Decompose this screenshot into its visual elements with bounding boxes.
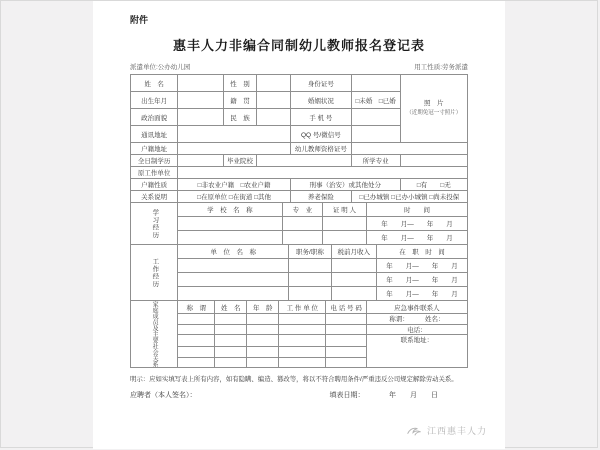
empty-cell bbox=[326, 324, 366, 335]
table-row bbox=[131, 324, 468, 335]
empty-cell bbox=[178, 231, 282, 245]
empty-cell bbox=[331, 259, 376, 273]
family-header-name: 姓 名 bbox=[215, 301, 247, 314]
table-row bbox=[131, 75, 468, 92]
label-relation-note: 关系说明 bbox=[131, 191, 178, 203]
empty-cell bbox=[331, 287, 376, 301]
empty-cell bbox=[282, 217, 322, 231]
empty-cell bbox=[289, 287, 331, 301]
empty-cell bbox=[178, 143, 291, 155]
empty-cell bbox=[178, 273, 289, 287]
meta-row bbox=[130, 62, 468, 71]
empty-cell bbox=[257, 109, 291, 126]
emergency-address: 联系地址： bbox=[366, 335, 467, 368]
table-row bbox=[131, 155, 468, 167]
company-logo bbox=[407, 424, 487, 437]
label-birth: 出生年月 bbox=[131, 92, 178, 109]
edu-header-time: 时 间 bbox=[366, 203, 467, 217]
empty-cell bbox=[178, 335, 215, 347]
basic-info-table-bottom bbox=[130, 142, 468, 203]
table-row bbox=[131, 335, 468, 347]
label-major: 所学专业 bbox=[351, 155, 400, 167]
empty-cell bbox=[257, 155, 351, 167]
bird-logo-icon bbox=[407, 425, 423, 437]
label-graduate-school: 毕业院校 bbox=[223, 155, 257, 167]
empty-cell bbox=[178, 357, 215, 368]
employment-nature: 用工性质:劳务派遣 bbox=[414, 64, 468, 71]
edu-time-cell: 年 月— 年 月 bbox=[366, 231, 467, 245]
label-household-address: 户籍地址 bbox=[131, 143, 178, 155]
empty-cell bbox=[178, 347, 215, 358]
empty-cell bbox=[279, 324, 326, 335]
label-qq-wechat: QQ 号/微信号 bbox=[291, 126, 352, 143]
family-header-phone: 电 话 号 码 bbox=[326, 301, 366, 314]
form-document bbox=[93, 1, 505, 449]
empty-cell bbox=[247, 357, 279, 368]
pension-checkboxes: □已办城镇 □已办小城镇 □尚未投保 bbox=[351, 191, 467, 203]
empty-cell bbox=[215, 314, 247, 325]
work-history-table bbox=[130, 244, 468, 301]
logo-text: 江西惠丰人力 bbox=[426, 426, 487, 436]
work-time-cell: 年 月— 年 月 bbox=[376, 273, 467, 287]
label-gender: 性 别 bbox=[223, 75, 257, 92]
label-name: 姓 名 bbox=[131, 75, 178, 92]
fill-date-label: 填表日期： 年 月 日 bbox=[329, 392, 438, 399]
empty-cell bbox=[178, 217, 282, 231]
empty-cell bbox=[331, 273, 376, 287]
table-row bbox=[131, 314, 468, 325]
empty-cell bbox=[351, 143, 467, 155]
family-header-relation: 称 谓 bbox=[178, 301, 215, 314]
edu-header-major: 专 业 bbox=[282, 203, 322, 217]
form-title: 惠丰人力非编合同制幼儿教师报名登记表 bbox=[172, 38, 425, 53]
empty-cell bbox=[215, 357, 247, 368]
relation-checkboxes: □在原单位 □在街道 □其他 bbox=[178, 191, 291, 203]
empty-cell bbox=[247, 347, 279, 358]
label-political: 政治面貌 bbox=[131, 109, 178, 126]
empty-cell bbox=[351, 126, 400, 143]
work-header-unit: 单 位 名 称 bbox=[178, 245, 289, 259]
empty-cell bbox=[215, 335, 247, 347]
table-row bbox=[131, 203, 468, 217]
punishment-checkboxes: □有 □无 bbox=[400, 179, 467, 191]
empty-cell bbox=[326, 335, 366, 347]
label-mail-address: 通讯地址 bbox=[131, 126, 178, 143]
table-row bbox=[131, 217, 468, 231]
attachment-label: 附件 bbox=[130, 15, 149, 25]
empty-cell bbox=[323, 217, 367, 231]
work-header-title: 职务/职称 bbox=[289, 245, 331, 259]
table-row bbox=[131, 273, 468, 287]
empty-cell bbox=[282, 231, 322, 245]
empty-cell bbox=[178, 324, 215, 335]
work-header-income: 税前月收入 bbox=[331, 245, 376, 259]
empty-cell bbox=[178, 109, 223, 126]
label-teacher-cert: 幼儿教师资格证号 bbox=[291, 143, 352, 155]
family-header-age: 年 龄 bbox=[247, 301, 279, 314]
edu-header-witness: 证 明 人 bbox=[323, 203, 367, 217]
empty-cell bbox=[326, 357, 366, 368]
section-education bbox=[131, 203, 178, 245]
empty-cell bbox=[326, 314, 366, 325]
empty-cell bbox=[247, 314, 279, 325]
table-row bbox=[131, 245, 468, 259]
empty-cell bbox=[178, 92, 223, 109]
empty-cell bbox=[400, 155, 467, 167]
empty-cell bbox=[279, 357, 326, 368]
table-row bbox=[131, 259, 468, 273]
table-row bbox=[131, 179, 468, 191]
dispatch-unit: 派遣单位:公办幼儿园 bbox=[130, 64, 191, 71]
applicant-signature-label: 应聘者（本人签名）： bbox=[130, 392, 197, 399]
notice-text: 明示：应如实填写表上所有内容，如有隐瞒、编造、篡改等，将以不符合聘用条件/严重违反公司规定解除劳动关系。 bbox=[130, 376, 458, 383]
label-fulltime-edu: 全日制学历 bbox=[131, 155, 178, 167]
photo-title: 照 片 bbox=[424, 99, 444, 107]
section-work-label: 工作经历 bbox=[151, 257, 159, 288]
empty-cell bbox=[326, 347, 366, 358]
empty-cell bbox=[178, 126, 291, 143]
empty-cell bbox=[215, 324, 247, 335]
edu-header-school: 学 校 名 称 bbox=[178, 203, 282, 217]
label-mobile: 手 机 号 bbox=[291, 109, 352, 126]
signature-row bbox=[130, 390, 468, 400]
section-family bbox=[131, 301, 178, 368]
photo-box bbox=[400, 75, 467, 143]
empty-cell bbox=[178, 287, 289, 301]
basic-info-table-top bbox=[130, 74, 468, 143]
empty-cell bbox=[178, 259, 289, 273]
empty-cell bbox=[178, 155, 223, 167]
empty-cell bbox=[289, 259, 331, 273]
empty-cell bbox=[247, 324, 279, 335]
table-row bbox=[131, 231, 468, 245]
label-ethnicity: 民 族 bbox=[223, 109, 257, 126]
emergency-title-name: 称谓： 姓名： bbox=[366, 314, 467, 325]
label-id-number: 身份证号 bbox=[291, 75, 352, 92]
empty-cell bbox=[279, 314, 326, 325]
edu-time-cell: 年 月— 年 月 bbox=[366, 217, 467, 231]
table-row bbox=[131, 191, 468, 203]
family-table bbox=[130, 300, 468, 368]
section-education-label: 学习经历 bbox=[151, 208, 159, 239]
section-family-label: 家庭成员及主要社会关系 bbox=[151, 301, 158, 367]
empty-cell bbox=[257, 75, 291, 92]
section-work bbox=[131, 245, 178, 301]
empty-cell bbox=[257, 92, 291, 109]
empty-cell bbox=[323, 231, 367, 245]
empty-cell bbox=[178, 167, 468, 179]
table-row bbox=[131, 287, 468, 301]
label-pension: 养老保险 bbox=[291, 191, 352, 203]
empty-cell bbox=[178, 314, 215, 325]
label-punishment: 刑事（治安）或其他处分 bbox=[291, 179, 401, 191]
empty-cell bbox=[247, 335, 279, 347]
label-native-place: 籍 贯 bbox=[223, 92, 257, 109]
marital-checkboxes: □未婚 □已婚 bbox=[351, 92, 400, 109]
family-header-employer: 工 作 单 位 bbox=[279, 301, 326, 314]
empty-cell bbox=[215, 347, 247, 358]
table-row bbox=[131, 167, 468, 179]
empty-cell bbox=[351, 75, 400, 92]
empty-cell bbox=[289, 273, 331, 287]
empty-cell bbox=[351, 109, 400, 126]
work-time-cell: 年 月— 年 月 bbox=[376, 259, 467, 273]
photo-note: （近期免冠一寸照片） bbox=[406, 110, 462, 117]
empty-cell bbox=[279, 347, 326, 358]
table-row bbox=[131, 143, 468, 155]
label-household-type: 户籍性质 bbox=[131, 179, 178, 191]
label-marital-status: 婚姻状况 bbox=[291, 92, 352, 109]
empty-cell bbox=[279, 335, 326, 347]
work-time-cell: 年 月— 年 月 bbox=[376, 287, 467, 301]
emergency-phone: 电话： bbox=[366, 324, 467, 335]
table-row bbox=[131, 301, 468, 314]
label-former-employer: 原工作单位 bbox=[131, 167, 178, 179]
work-header-time: 在 职 时 间 bbox=[376, 245, 467, 259]
education-history-table bbox=[130, 202, 468, 245]
family-header-emergency: 应急事件联系人 bbox=[366, 301, 467, 314]
household-type-checkboxes: □非农业户籍 □农业户籍 bbox=[178, 179, 291, 191]
empty-cell bbox=[178, 75, 223, 92]
